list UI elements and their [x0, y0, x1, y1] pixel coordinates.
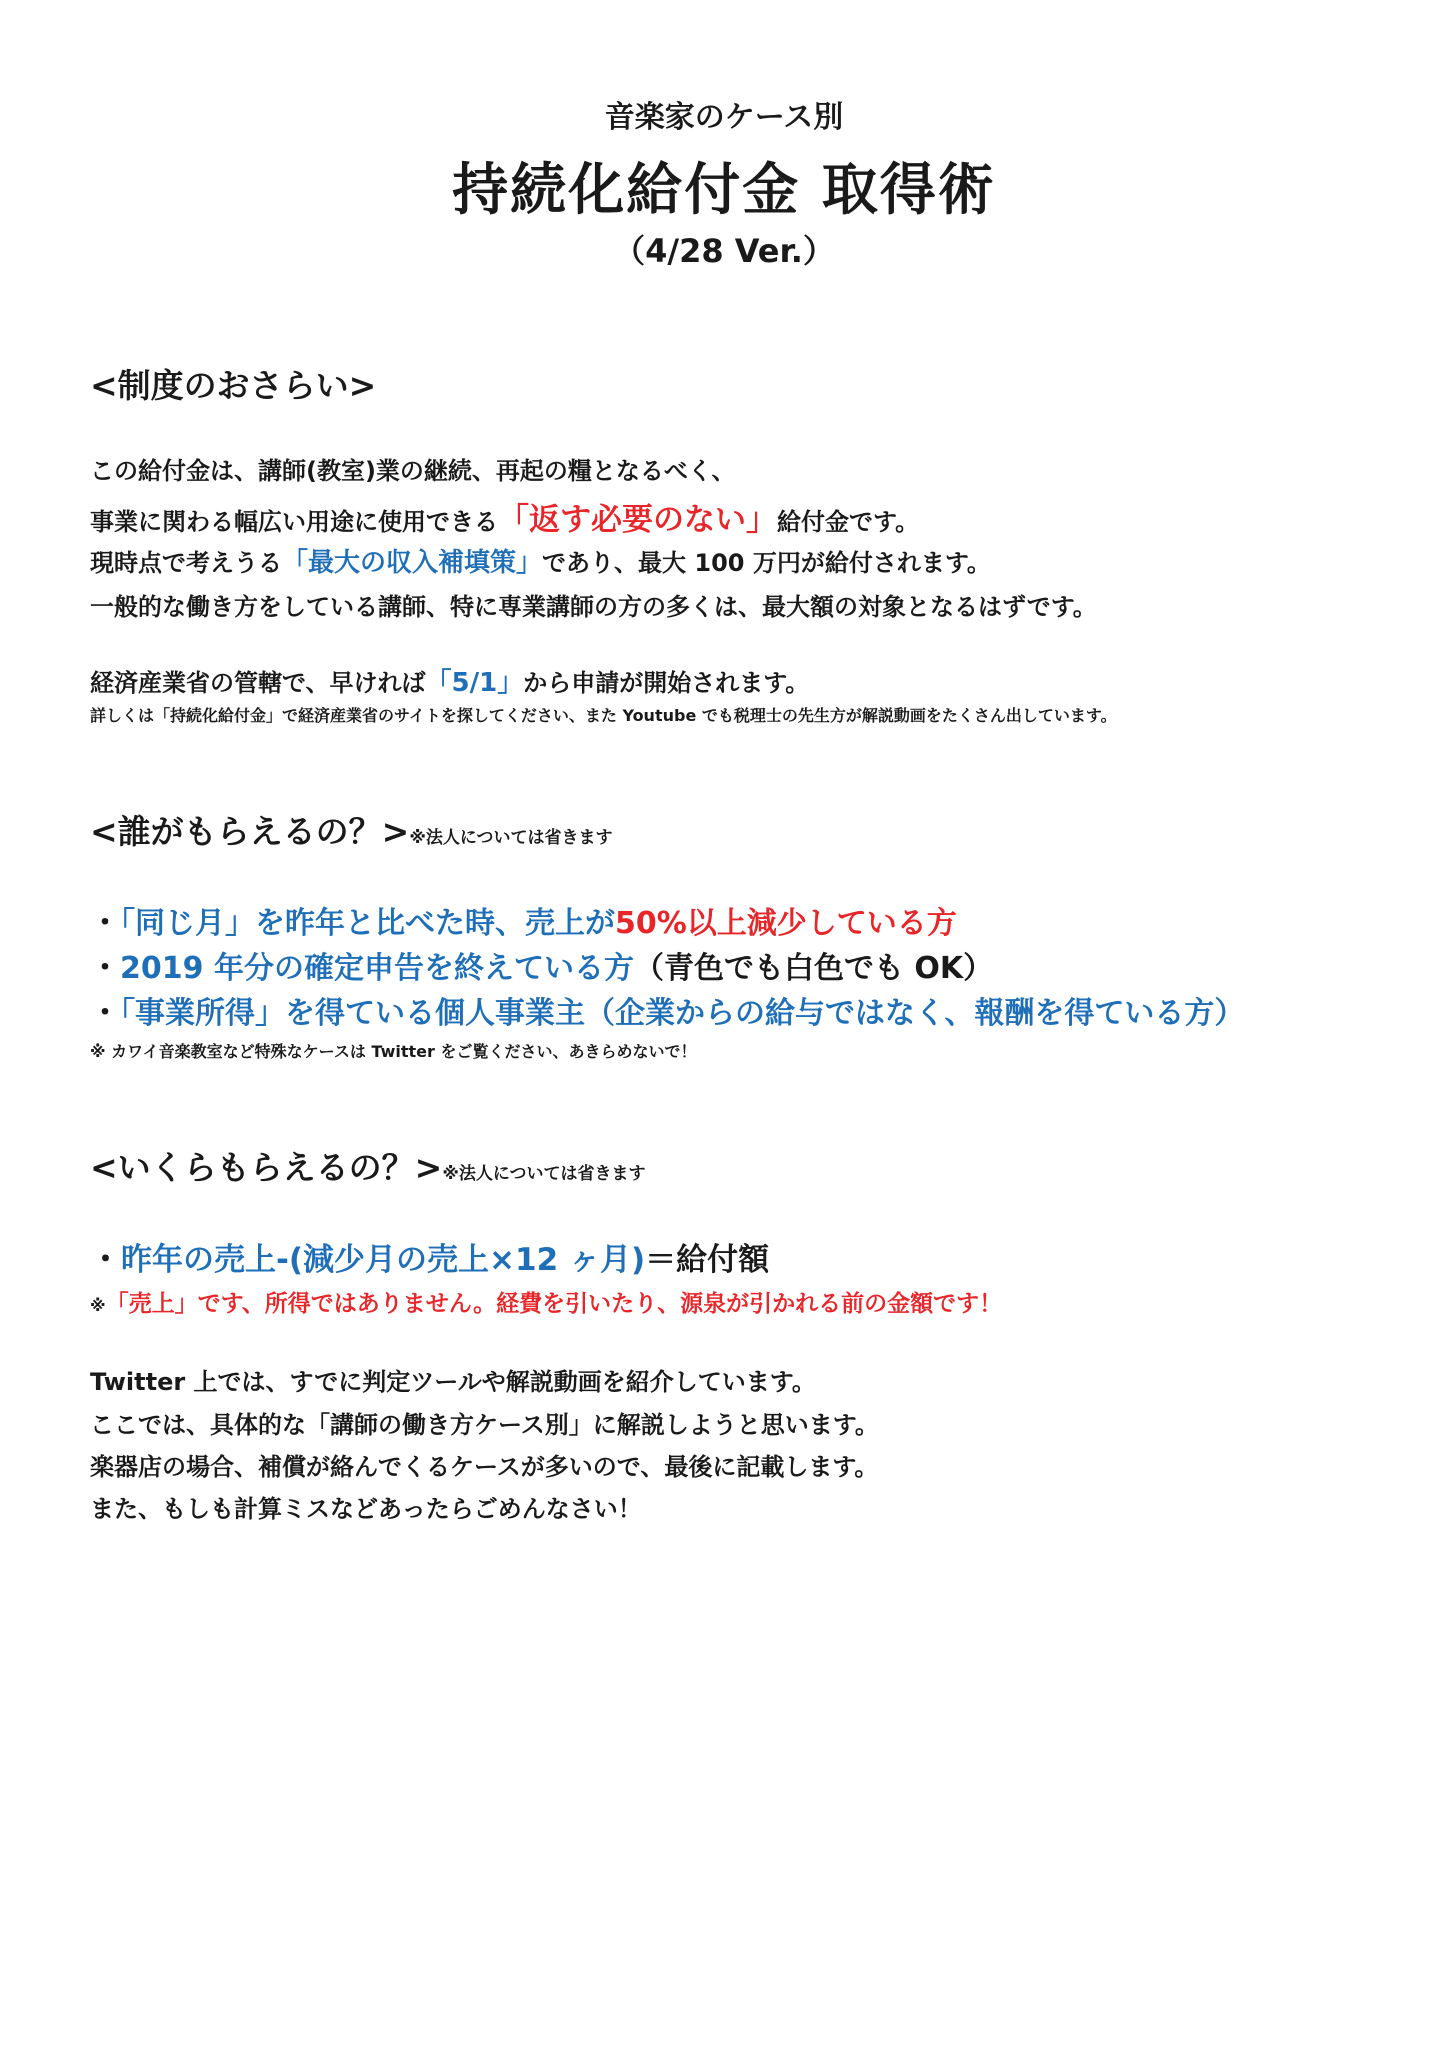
bullet-mark: ・	[90, 951, 120, 986]
bullet-suffix: （青色でも白色でも OK）	[633, 951, 994, 986]
heading-note: ※法人については省きます	[442, 1164, 646, 1184]
bullet-text: 「同じ月」を昨年と比べた時、売上が	[120, 906, 615, 941]
highlight-start-date: 「5/1」	[425, 668, 524, 698]
warning-line	[90, 1285, 1002, 1318]
text-segment: 現時点で考えうる	[90, 549, 282, 577]
section-heading-eligibility	[90, 806, 613, 853]
text-segment: であり、最大 100 万円が給付されます。	[542, 549, 991, 577]
bullet-mark: ・	[90, 906, 120, 941]
document-title: 持続化給付金 取得術	[452, 158, 996, 223]
paragraph-line: ここでは、具体的な「講師の働き方ケース別」に解説しようと思います。	[90, 1411, 879, 1439]
paragraph-line: Twitter 上では、すでに判定ツールや解説動画を紹介しています。	[90, 1368, 816, 1396]
text-segment: から申請が開始されます。	[523, 669, 810, 697]
bullet-item	[90, 943, 993, 987]
paragraph-line	[90, 662, 809, 699]
section-heading-amount	[90, 1142, 646, 1189]
paragraph-line	[90, 494, 919, 539]
small-note: 詳しくは「持続化給付金」で経済産業省のサイトを探してください、また Youtube でも税理士の先生方が解説動画をたくさん出しています。	[90, 706, 1117, 725]
bullet-mark: ・	[90, 996, 120, 1031]
formula-expression: 昨年の売上-(減少月の売上×12 ヶ月)	[121, 1242, 646, 1278]
heading-text: <誰がもらえるの？>	[90, 812, 410, 851]
bullet-mark: ・	[90, 1242, 121, 1278]
paragraph-line: この給付金は、講師(教室)業の継続、再起の糧となるべく、	[90, 457, 736, 485]
highlight-income-compensation: 「最大の収入補填策」	[282, 548, 543, 578]
paragraph-line	[90, 542, 991, 579]
small-note: ※ カワイ音楽教室など特殊なケースは Twitter をご覧ください、あきらめないで！	[90, 1042, 697, 1061]
bullet-text: 2019 年分の確定申告を終えている方	[120, 951, 634, 986]
text-segment: 給付金です。	[777, 508, 920, 536]
heading-text: <いくらもらえるの？>	[90, 1148, 443, 1187]
text-segment: 事業に関わる幅広い用途に使用できる	[90, 508, 498, 536]
bullet-item	[90, 988, 1244, 1032]
text-segment: 経済産業省の管轄で、早ければ	[90, 669, 426, 697]
document-version: （4/28 Ver.）	[613, 232, 835, 270]
heading-note: ※法人については省きます	[409, 828, 613, 848]
bullet-item	[90, 898, 957, 942]
paragraph-line: また、もしも計算ミスなどあったらごめんなさい！	[90, 1495, 642, 1523]
paragraph-line: 楽器店の場合、補償が絡んでくるケースが多いので、最後に記載します。	[90, 1453, 879, 1481]
formula-result: ＝給付額	[645, 1242, 770, 1278]
note-mark: ※	[90, 1296, 106, 1315]
warning-text: 「売上」です、所得ではありません。経費を引いたり、源泉が引かれる前の金額です！	[105, 1291, 1003, 1317]
document-subtitle: 音楽家のケース別	[604, 100, 844, 135]
section-heading-overview: <制度のおさらい>	[90, 366, 377, 405]
formula-line	[90, 1234, 769, 1279]
paragraph-line: 一般的な働き方をしている講師、特に専業講師の方の多くは、最大額の対象となるはずです。	[90, 593, 1097, 621]
bullet-text: 「事業所得」を得ている個人事業主（企業からの給与ではなく、報酬を得ている方）	[120, 996, 1245, 1031]
highlight-no-repayment: 「返す必要のない」	[498, 502, 777, 538]
bullet-highlight: 50%以上減少している方	[615, 906, 957, 941]
